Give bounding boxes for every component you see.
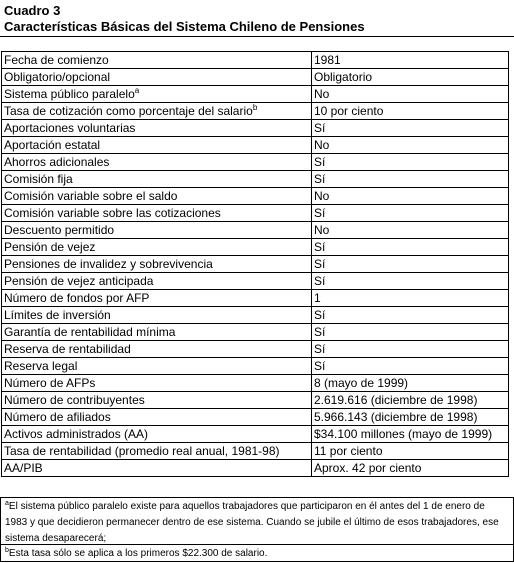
row-label: Fecha de comienzo bbox=[4, 53, 109, 67]
row-value-cell[interactable] bbox=[312, 443, 509, 460]
row-label-cell[interactable] bbox=[2, 256, 312, 273]
row-label-cell[interactable] bbox=[2, 375, 312, 392]
row-value-cell[interactable] bbox=[312, 120, 509, 137]
row-value: 2.619.616 (diciembre de 1998) bbox=[314, 393, 478, 407]
row-label: Número de contribuyentes bbox=[4, 393, 145, 407]
row-value: Sí bbox=[314, 274, 326, 288]
row-value: Obligatorio bbox=[314, 70, 373, 84]
row-value-cell[interactable] bbox=[312, 103, 509, 120]
table-row bbox=[2, 154, 509, 171]
row-label: Reserva legal bbox=[4, 359, 78, 373]
row-label: Comisión variable sobre el saldo bbox=[4, 189, 178, 203]
table-row bbox=[2, 460, 509, 477]
row-value-cell[interactable] bbox=[312, 222, 509, 239]
row-value-cell[interactable] bbox=[312, 392, 509, 409]
row-value-cell[interactable] bbox=[312, 426, 509, 443]
table-row bbox=[2, 188, 509, 205]
row-label: Límites de inversión bbox=[4, 308, 111, 322]
row-label: Aportación estatal bbox=[4, 138, 101, 152]
row-value: Sí bbox=[314, 342, 326, 356]
table-row bbox=[2, 171, 509, 188]
row-label-cell[interactable] bbox=[2, 426, 312, 443]
row-value-cell[interactable] bbox=[312, 188, 509, 205]
row-label-cell[interactable] bbox=[2, 460, 312, 477]
row-label-cell[interactable] bbox=[2, 188, 312, 205]
table-body bbox=[2, 52, 509, 477]
row-label: Sistema público paralelo bbox=[4, 87, 135, 101]
row-label-cell[interactable] bbox=[2, 324, 312, 341]
row-label: Pensión de vejez bbox=[4, 240, 96, 254]
row-value: Sí bbox=[314, 308, 326, 322]
table-title: Características Básicas del Sistema Chileno de Pensiones bbox=[4, 19, 365, 34]
row-label-cell[interactable] bbox=[2, 52, 312, 69]
footnote-ref: a bbox=[134, 86, 140, 95]
row-value: 8 (mayo de 1999) bbox=[314, 376, 409, 390]
row-label-cell[interactable] bbox=[2, 409, 312, 426]
row-value: 10 por ciento bbox=[314, 104, 384, 118]
row-label-cell[interactable] bbox=[2, 290, 312, 307]
row-label-cell[interactable] bbox=[2, 443, 312, 460]
row-value-cell[interactable] bbox=[312, 86, 509, 103]
row-label-cell[interactable] bbox=[2, 171, 312, 188]
row-value: 11 por ciento bbox=[314, 444, 383, 458]
table-row bbox=[2, 120, 509, 137]
row-value-cell[interactable] bbox=[312, 307, 509, 324]
title-divider bbox=[0, 36, 514, 37]
row-label: Garantía de rentabilidad mínima bbox=[4, 325, 176, 339]
row-label: Descuento permitido bbox=[4, 223, 115, 237]
row-label-cell[interactable] bbox=[2, 205, 312, 222]
table-row bbox=[2, 273, 509, 290]
row-label: Número de fondos por AFP bbox=[4, 291, 150, 305]
row-label-cell[interactable] bbox=[2, 69, 312, 86]
row-value: Sí bbox=[314, 172, 326, 186]
row-label: Número de AFPs bbox=[4, 376, 96, 390]
table-row bbox=[2, 222, 509, 239]
row-label-cell[interactable] bbox=[2, 358, 312, 375]
row-value-cell[interactable] bbox=[312, 205, 509, 222]
row-value-cell[interactable] bbox=[312, 375, 509, 392]
row-label: Obligatorio/opcional bbox=[4, 70, 111, 84]
row-label: Número de afiliados bbox=[4, 410, 111, 424]
table-row bbox=[2, 239, 509, 256]
row-label: Reserva de rentabilidad bbox=[4, 342, 131, 356]
row-value-cell[interactable] bbox=[312, 137, 509, 154]
table-row bbox=[2, 137, 509, 154]
row-label-cell[interactable] bbox=[2, 273, 312, 290]
row-value-cell[interactable] bbox=[312, 52, 509, 69]
row-value-cell[interactable] bbox=[312, 290, 509, 307]
row-value-cell[interactable] bbox=[312, 460, 509, 477]
table-row bbox=[2, 256, 509, 273]
row-value: Sí bbox=[314, 155, 326, 169]
table-row bbox=[2, 205, 509, 222]
row-value: Sí bbox=[314, 257, 326, 271]
table-row bbox=[2, 324, 509, 341]
row-label-cell[interactable] bbox=[2, 154, 312, 171]
table-row bbox=[2, 341, 509, 358]
row-label-cell[interactable] bbox=[2, 392, 312, 409]
row-label: Activos administrados (AA) bbox=[4, 427, 149, 441]
row-value: 1981 bbox=[314, 53, 341, 67]
row-label: Pensiones de invalidez y sobrevivencia bbox=[4, 257, 213, 271]
row-label-cell[interactable] bbox=[2, 86, 312, 103]
row-label: Comisión fija bbox=[4, 172, 73, 186]
row-value-cell[interactable] bbox=[312, 154, 509, 171]
footnote-marker: b bbox=[5, 547, 9, 554]
row-value: No bbox=[314, 189, 330, 203]
footnote-a bbox=[0, 497, 514, 544]
row-value: Sí bbox=[314, 240, 326, 254]
row-label-cell[interactable] bbox=[2, 307, 312, 324]
table-row bbox=[2, 443, 509, 460]
footnote-text: El sistema público paralelo existe para aquellos trabajadores que participaron en él antes del 1 de enero de 1983 y que decidieron permanecer dentro de ese sistema. Cuando se jubile el último de esos trabajadores, ese sistema desaparecerá; bbox=[5, 501, 499, 544]
row-label-cell[interactable] bbox=[2, 120, 312, 137]
row-label-cell[interactable] bbox=[2, 103, 312, 120]
row-label: Pensión de vejez anticipada bbox=[4, 274, 154, 288]
table-row bbox=[2, 307, 509, 324]
row-value: Sí bbox=[314, 325, 326, 339]
row-label-cell[interactable] bbox=[2, 341, 312, 358]
row-value-cell[interactable] bbox=[312, 409, 509, 426]
row-label-cell[interactable] bbox=[2, 137, 312, 154]
row-value-cell[interactable] bbox=[312, 341, 509, 358]
row-value: Sí bbox=[314, 206, 326, 220]
row-label: Ahorros adicionales bbox=[4, 155, 110, 169]
characteristics-table bbox=[1, 51, 509, 477]
row-value-cell[interactable] bbox=[312, 273, 509, 290]
footnote-ref: b bbox=[252, 103, 258, 112]
row-value: 5.966.143 (diciembre de 1998) bbox=[314, 410, 478, 424]
table-row bbox=[2, 52, 509, 69]
footnote-text: Esta tasa sólo se aplica a los primeros $22.300 de salario. bbox=[8, 548, 268, 559]
row-value-cell[interactable] bbox=[312, 256, 509, 273]
row-label-cell[interactable] bbox=[2, 239, 312, 256]
table-row bbox=[2, 69, 509, 86]
row-value: 1 bbox=[314, 291, 321, 305]
row-value: Aprox. 42 por ciento bbox=[314, 461, 422, 475]
row-value: No bbox=[314, 87, 330, 101]
table-row bbox=[2, 409, 509, 426]
row-value-cell[interactable] bbox=[312, 358, 509, 375]
row-label: Aportaciones voluntarias bbox=[4, 121, 136, 135]
row-value-cell[interactable] bbox=[312, 324, 509, 341]
table-row bbox=[2, 426, 509, 443]
row-value: Sí bbox=[314, 121, 326, 135]
row-label: Comisión variable sobre las cotizaciones bbox=[4, 206, 221, 220]
row-label: Tasa de rentabilidad (promedio real anual, 1981-98) bbox=[4, 444, 280, 458]
footnote-b bbox=[0, 544, 514, 562]
row-value: $34.100 millones (mayo de 1999) bbox=[314, 427, 493, 441]
row-value-cell[interactable] bbox=[312, 239, 509, 256]
table-row bbox=[2, 392, 509, 409]
table-row bbox=[2, 375, 509, 392]
row-value-cell[interactable] bbox=[312, 69, 509, 86]
row-value: Sí bbox=[314, 359, 326, 373]
table-row bbox=[2, 86, 509, 103]
row-label: AA/PIB bbox=[4, 461, 43, 475]
row-value: No bbox=[314, 223, 330, 237]
table-row bbox=[2, 290, 509, 307]
footnote-marker: a bbox=[5, 500, 9, 507]
table-row bbox=[2, 103, 509, 120]
table-row bbox=[2, 358, 509, 375]
row-label: Tasa de cotización como porcentaje del salario bbox=[4, 104, 253, 118]
table-number: Cuadro 3 bbox=[4, 3, 61, 18]
row-label-cell[interactable] bbox=[2, 222, 312, 239]
row-value: No bbox=[314, 138, 330, 152]
row-value-cell[interactable] bbox=[312, 171, 509, 188]
